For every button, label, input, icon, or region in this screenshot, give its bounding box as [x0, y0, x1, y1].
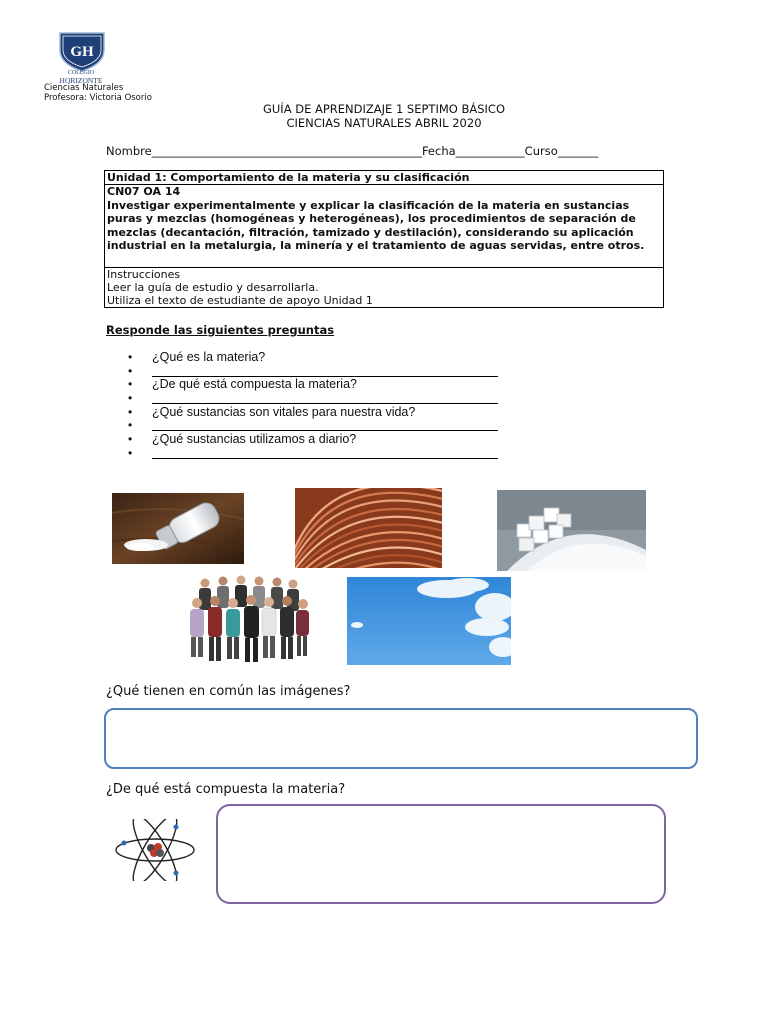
instruction-2: Utiliza el texto de estudiante de apoyo Unidad 1 [107, 294, 373, 307]
question-matter-composition: ¿De qué está compuesta la materia? [106, 782, 346, 797]
logo-caption-horizonte: HORIZONTE [59, 76, 103, 85]
atom-icon [114, 819, 196, 881]
objective-cell [105, 185, 663, 268]
answer-box-common[interactable] [104, 708, 698, 769]
answer-line-item[interactable] [128, 447, 498, 461]
answer-line-item[interactable] [128, 365, 498, 379]
logo-initials: GH [70, 44, 94, 60]
unit-info-box [104, 170, 664, 308]
logo-caption [44, 70, 118, 84]
questions-heading: Responde las siguientes preguntas [106, 323, 335, 337]
question-list [128, 351, 498, 461]
title-line-2: CIENCIAS NATURALES ABRIL 2020 [286, 116, 482, 130]
answer-line-item[interactable] [128, 392, 498, 406]
answer-line[interactable] [152, 392, 498, 404]
instructions-title: Instrucciones [107, 268, 181, 281]
question-common-images: ¿Qué tienen en común las imágenes? [106, 684, 351, 699]
sky-clouds-image [347, 577, 511, 665]
copper-wire-image [295, 488, 442, 568]
question-text: ¿Qué sustancias son vitales para nuestra vida? [152, 404, 416, 419]
answer-line-item[interactable] [128, 419, 498, 433]
title-line-1: GUÍA DE APRENDIZAJE 1 SEPTIMO BÁSICO [262, 102, 506, 116]
objective-code: CN07 OA 14 [107, 185, 181, 198]
logo-caption-colegio: COLEGIO [67, 70, 95, 76]
question-item [128, 351, 498, 365]
question-item [128, 433, 498, 447]
question-item [128, 406, 498, 420]
instruction-1: Leer la guía de estudio y desarrollarla. [107, 281, 319, 294]
subject-line: Ciencias Naturales [44, 83, 124, 93]
instructions-cell [105, 268, 663, 309]
question-item [128, 378, 498, 392]
student-name-field[interactable]: Nombre_______________________________________________Fecha____________Curso_______ [106, 144, 598, 158]
group-of-people-image [183, 573, 313, 669]
answer-line[interactable] [152, 365, 498, 377]
salt-shaker-image [112, 493, 244, 564]
question-text: ¿De qué está compuesta la materia? [152, 377, 357, 392]
teacher-line: Profesora: Victoria Osorio [44, 93, 152, 103]
answer-box-composition[interactable] [216, 804, 666, 904]
unit-title: Unidad 1: Comportamiento de la materia y su clasificación [105, 171, 663, 185]
question-text: ¿Qué es la materia? [152, 350, 266, 364]
guide-title [0, 102, 768, 130]
answer-line[interactable] [152, 447, 498, 459]
answer-line[interactable] [152, 419, 498, 431]
school-info [44, 83, 152, 103]
sugar-image [497, 490, 646, 571]
objective-text: Investigar experimentalmente y explicar la clasificación de la materia en sustancias puras y mezclas (homogéneas y heterogéneas), los procedimientos de separación de mezclas (decantación, filtración, tamizado y destilación), considerando su aplicación industrial en la metalurgia, la minería y el tratamiento de aguas servidas, entre otros. [107, 198, 645, 252]
question-text: ¿Qué sustancias utilizamos a diario? [152, 432, 357, 447]
